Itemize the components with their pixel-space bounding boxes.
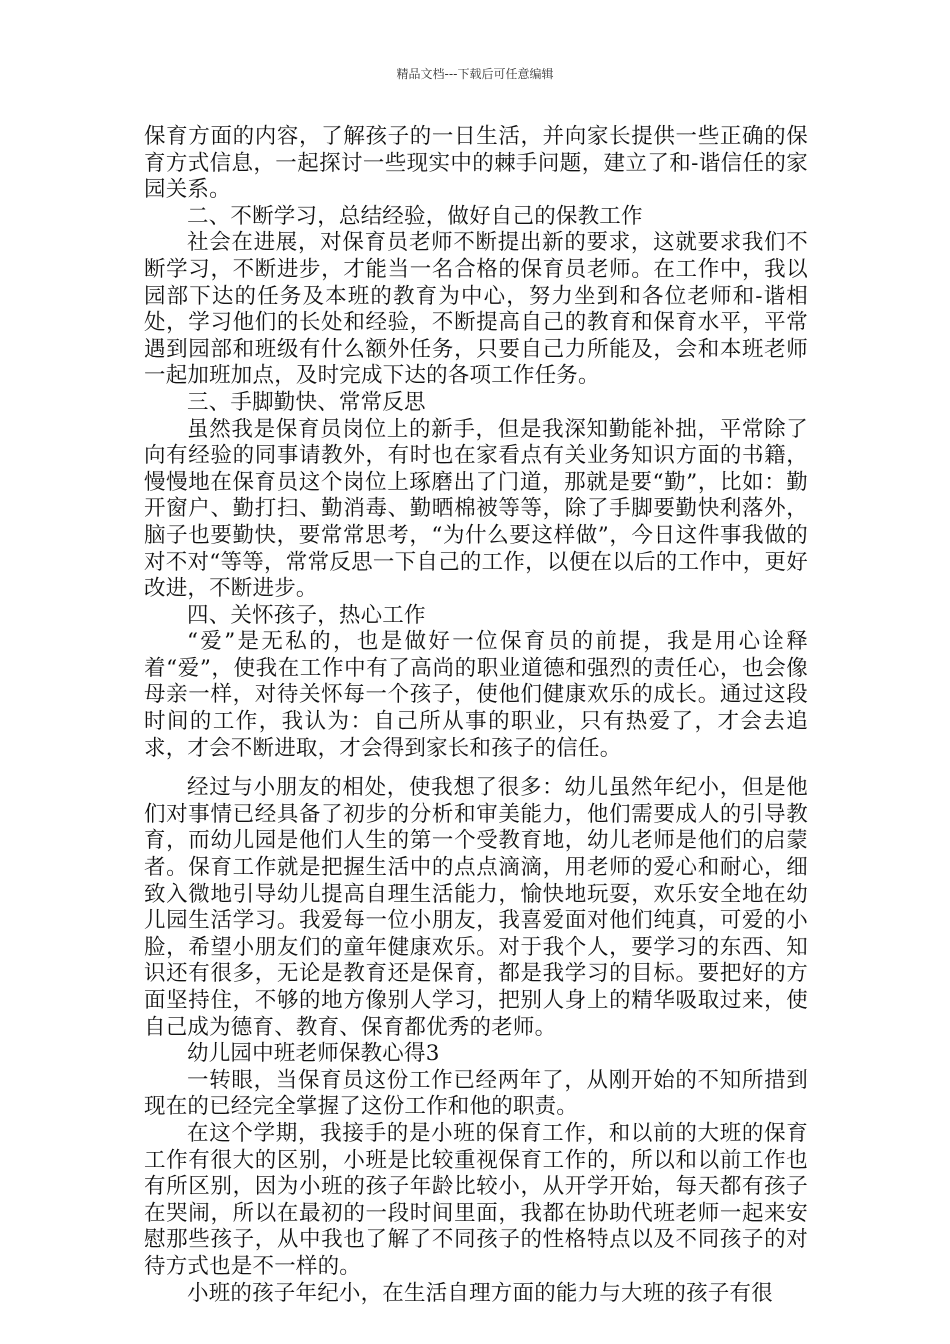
paragraph-11: 在这个学期，我接手的是小班的保育工作，和以前的大班的保育工作有很大的区别，小班是比较重视保育工作的，所以和以前工作也有所区别，因为小班的孩子年龄比较小，从开学开始，每天都有孩子在哭闹，所以在最初的一段时间里面，我都在协助代班老师一起来安慰那些孩子，从中我也了解了不同孩子的性格特点以及不同孩子的对待方式也是不一样的。 — [144, 1120, 808, 1279]
paragraph-3: 社会在进展，对保育员老师不断提出新的要求，这就要求我们不断学习，不断进步，才能当一名合格的保育员老师。在工作中，我以园部下达的任务及本班的教育为中心，努力坐到和各位老师和-谐相处，学习他们的长处和经验，不断提高自己的教育和保育水平，平常遇到园部和班级有什么额外任务，只要自己力所能及，会和本班老师一起加班加点，及时完成下达的各项工作任务。 — [144, 230, 808, 389]
section-heading-2: 二、不断学习，总结经验，做好自己的保教工作 — [187, 203, 643, 229]
section-title-3: 幼儿园中班老师保教心得3 — [187, 1041, 440, 1067]
paragraph-8: 经过与小朋友的相处，使我想了很多：幼儿虽然年纪小，但是他们对事情已经具备了初步的分析和审美能力，他们需要成人的引导教育，而幼儿园是他们人生的第一个受教育地，幼儿老师是他们的启蒙者。保育工作就是把握生活中的点点滴滴，用老师的爱心和耐心，细致入微地引导幼儿提高自理生活能力，愉快地玩耍，欢乐安全地在幼儿园生活学习。我爱每一位小朋友，我喜爱面对他们纯真，可爱的小脸，希望小朋友们的童年健康欢乐。对于我个人，要学习的东西、知识还有很多，无论是教育还是保育，都是我学习的目标。要把好的方面坚持住，不够的地方像别人学习，把别人身上的精华吸取过来，使自己成为德育、教育、保育都优秀的老师。 — [144, 775, 808, 1040]
paragraph-10: 一转眼，当保育员这份工作已经两年了，从刚开始的不知所措到现在的已经完全掌握了这份工作和他的职责。 — [144, 1067, 808, 1120]
paragraph-12: 小班的孩子年纪小，在生活自理方面的能力与大班的孩子有很 — [187, 1280, 773, 1306]
page-header: 精品文档---下载后可任意编辑 — [396, 67, 554, 81]
paragraph-1: 保育方面的内容，了解孩子的一日生活，并向家长提供一些正确的保育方式信息，一起探讨一些现实中的棘手问题，建立了和-谐信任的家园关系。 — [144, 124, 808, 203]
document-body — [144, 124, 808, 1307]
section-heading-4: 四、关怀孩子，热心工作 — [187, 602, 426, 628]
paragraph-5: 虽然我是保育员岗位上的新手，但是我深知勤能补拙，平常除了向有经验的同事请教外，有时也在家看点有关业务知识方面的书籍，慢慢地在保育员这个岗位上琢磨出了门道，那就是要“勤”，比如：勤开窗户、勤打扫、勤消毒、勤晒棉被等等，除了手脚要勤快利落外，脑子也要勤快，要常常思考，“为什么要这样做”，今日这件事我做的对不对“等等，常常反思一下自己的工作，以便在以后的工作中，更好改进，不断进步。 — [144, 416, 808, 602]
paragraph-7: “爱”是无私的，也是做好一位保育员的前提，我是用心诠释着“爱”，使我在工作中有了高尚的职业道德和强烈的责任心，也会像母亲一样，对待关怀每一个孩子，使他们健康欢乐的成长。通过这段时间的工作，我认为：自己所从事的职业，只有热爱了，才会去追求，才会不断进取，才会得到家长和孩子的信任。 — [144, 629, 808, 761]
section-heading-3: 三、手脚勤快、常常反思 — [187, 389, 426, 415]
